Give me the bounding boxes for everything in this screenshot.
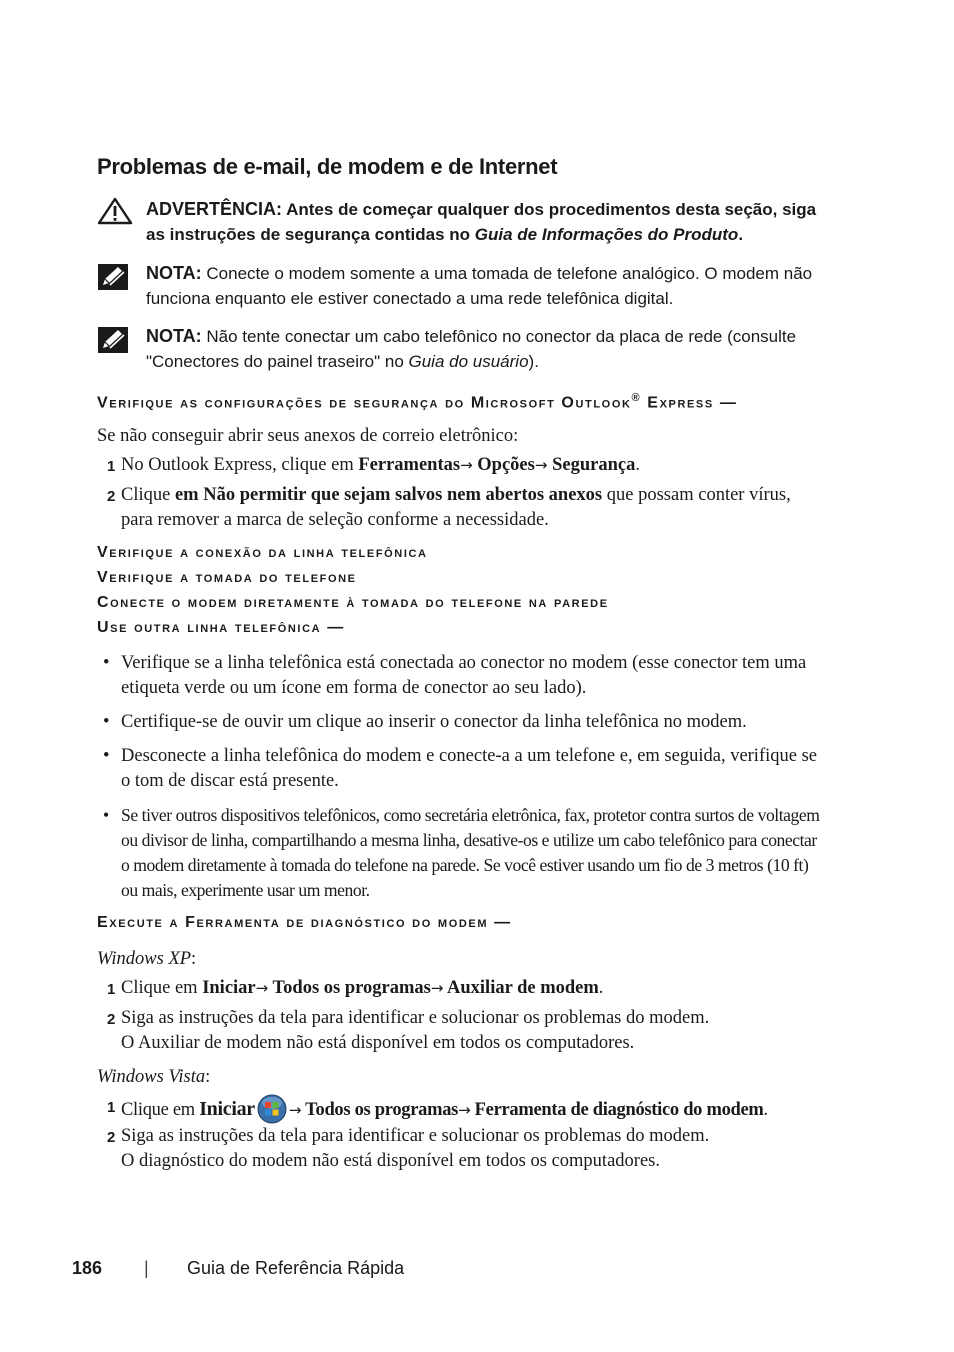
- outlook-step-2: 2 Clique em Não permitir que sejam salvos nem abertos anexos que possam conter vírus, para remover a marca de seleção conforme a necessidade.: [107, 485, 791, 530]
- section-heading-outlook: Verifique as configurações de segurança do Microsoft Outlook® Express —: [97, 392, 738, 412]
- list-item: • Certifique-se de ouvir um clique ao inserir o conector da linha telefônica no modem.: [100, 710, 827, 735]
- outlook-step-1: 1 No Outlook Express, clique em Ferramentas→ Opções→ Segurança.: [107, 453, 827, 478]
- heading-check-phone-jack: Verifique a tomada do telefone: [97, 569, 357, 586]
- step-number: 1: [107, 458, 116, 475]
- bullet-icon: •: [103, 746, 110, 766]
- footer-title: Guia de Referência Rápida: [187, 1258, 405, 1278]
- warning-reference: Guia de Informações do Produto: [474, 225, 739, 244]
- step-number: 2: [107, 488, 116, 505]
- arrow-icon: →: [255, 979, 269, 997]
- heading-connect-modem-wall: Conecte o modem diretamente à tomada do telefone na parede: [97, 594, 609, 611]
- windows-xp-label: Windows XP:: [97, 949, 197, 969]
- note-2-reference: Guia do usuário: [408, 352, 529, 371]
- vista-step-2: 2 Siga as instruções da tela para identificar e solucionar os problemas do modem. O diagnóstico do modem não está disponível em todos os computadores.: [107, 1126, 710, 1171]
- warning-triangle-icon: [97, 197, 133, 225]
- note-pencil-icon: [97, 263, 129, 291]
- note-label: NOTA:: [146, 326, 202, 346]
- bullet-icon: •: [103, 805, 110, 825]
- arrow-icon: →: [460, 456, 473, 474]
- arrow-icon: →: [288, 1101, 302, 1119]
- bullet-icon: •: [103, 653, 110, 673]
- xp-step-2: 2 Siga as instruções da tela para identificar e solucionar os problemas do modem. O Auxiliar de modem não está disponível em todos os computadores.: [107, 1008, 710, 1053]
- heading-use-other-line: Use outra linha telefônica —: [97, 619, 345, 636]
- step-number: 1: [107, 1099, 116, 1116]
- vista-step-1: 1 Clique em Iniciar → Todos os programas→ Ferramenta de diagnóstico do modem.: [107, 1094, 827, 1124]
- note-label: NOTA:: [146, 263, 202, 283]
- warning-label: ADVERTÊNCIA:: [146, 199, 283, 219]
- arrow-icon: →: [430, 979, 444, 997]
- note-2-text: NOTA: Não tente conectar um cabo telefônico no conector da placa de rede (consulte "Conectores do painel traseiro" no Guia do usuário).: [146, 326, 797, 371]
- note-2: [97, 324, 827, 374]
- note-1-text: NOTA: Conecte o modem somente a uma tomada de telefone analógico. O modem não funciona enquanto ele estiver conectado a uma rede telefônica digital.: [146, 263, 813, 308]
- arrow-icon: →: [458, 1101, 471, 1119]
- arrow-icon: →: [534, 456, 548, 474]
- note-pencil-icon: [97, 326, 129, 354]
- heading-check-phone-line: Verifique a conexão da linha telefônica: [97, 544, 428, 561]
- list-item: • Desconecte a linha telefônica do modem e conecte-a a um telefone e, em seguida, verifique se o tom de discar está presente.: [103, 746, 817, 791]
- warning-text: ADVERTÊNCIA: Antes de começar qualquer dos procedimentos desta seção, siga as instruções de segurança contidas no Guia de Informações do Produto.: [146, 199, 817, 244]
- windows-vista-label: Windows Vista:: [97, 1067, 211, 1087]
- step-number: 2: [107, 1011, 116, 1028]
- note-1: [97, 261, 827, 311]
- step-number: 2: [107, 1129, 116, 1146]
- page-number: 186: [72, 1258, 103, 1278]
- section-heading-diagnostics: Execute a Ferramenta de diagnóstico do modem —: [97, 914, 512, 931]
- windows-start-orb-icon: [257, 1094, 287, 1124]
- warning-notice: [97, 197, 827, 247]
- list-item: • Verifique se a linha telefônica está conectada ao conector no modem (esse conector tem uma etiqueta verde ou um ícone em forma de conector ao seu lado).: [103, 653, 807, 698]
- outlook-intro: Se não conseguir abrir seus anexos de correio eletrônico:: [97, 426, 519, 446]
- bullet-icon: •: [103, 712, 110, 732]
- xp-step-1: 1 Clique em Iniciar→ Todos os programas→ Auxiliar de modem.: [107, 976, 827, 1001]
- step-number: 1: [107, 981, 116, 998]
- page-title: Problemas de e-mail, de modem e de Internet: [97, 154, 558, 179]
- footer-separator: |: [144, 1258, 149, 1278]
- list-item: • Se tiver outros dispositivos telefônicos, como secretária eletrônica, fax, protetor contra surtos de voltagem ou divisor de linha, compartilhando a mesma linha, desative-os e utilize um cabo telefônico para conectar o modem diretamente à tomada do telefone na parede. Se você estiver usando um fio de 3 metros (10 ft) ou mais, experimente usar um menor.: [103, 805, 820, 900]
